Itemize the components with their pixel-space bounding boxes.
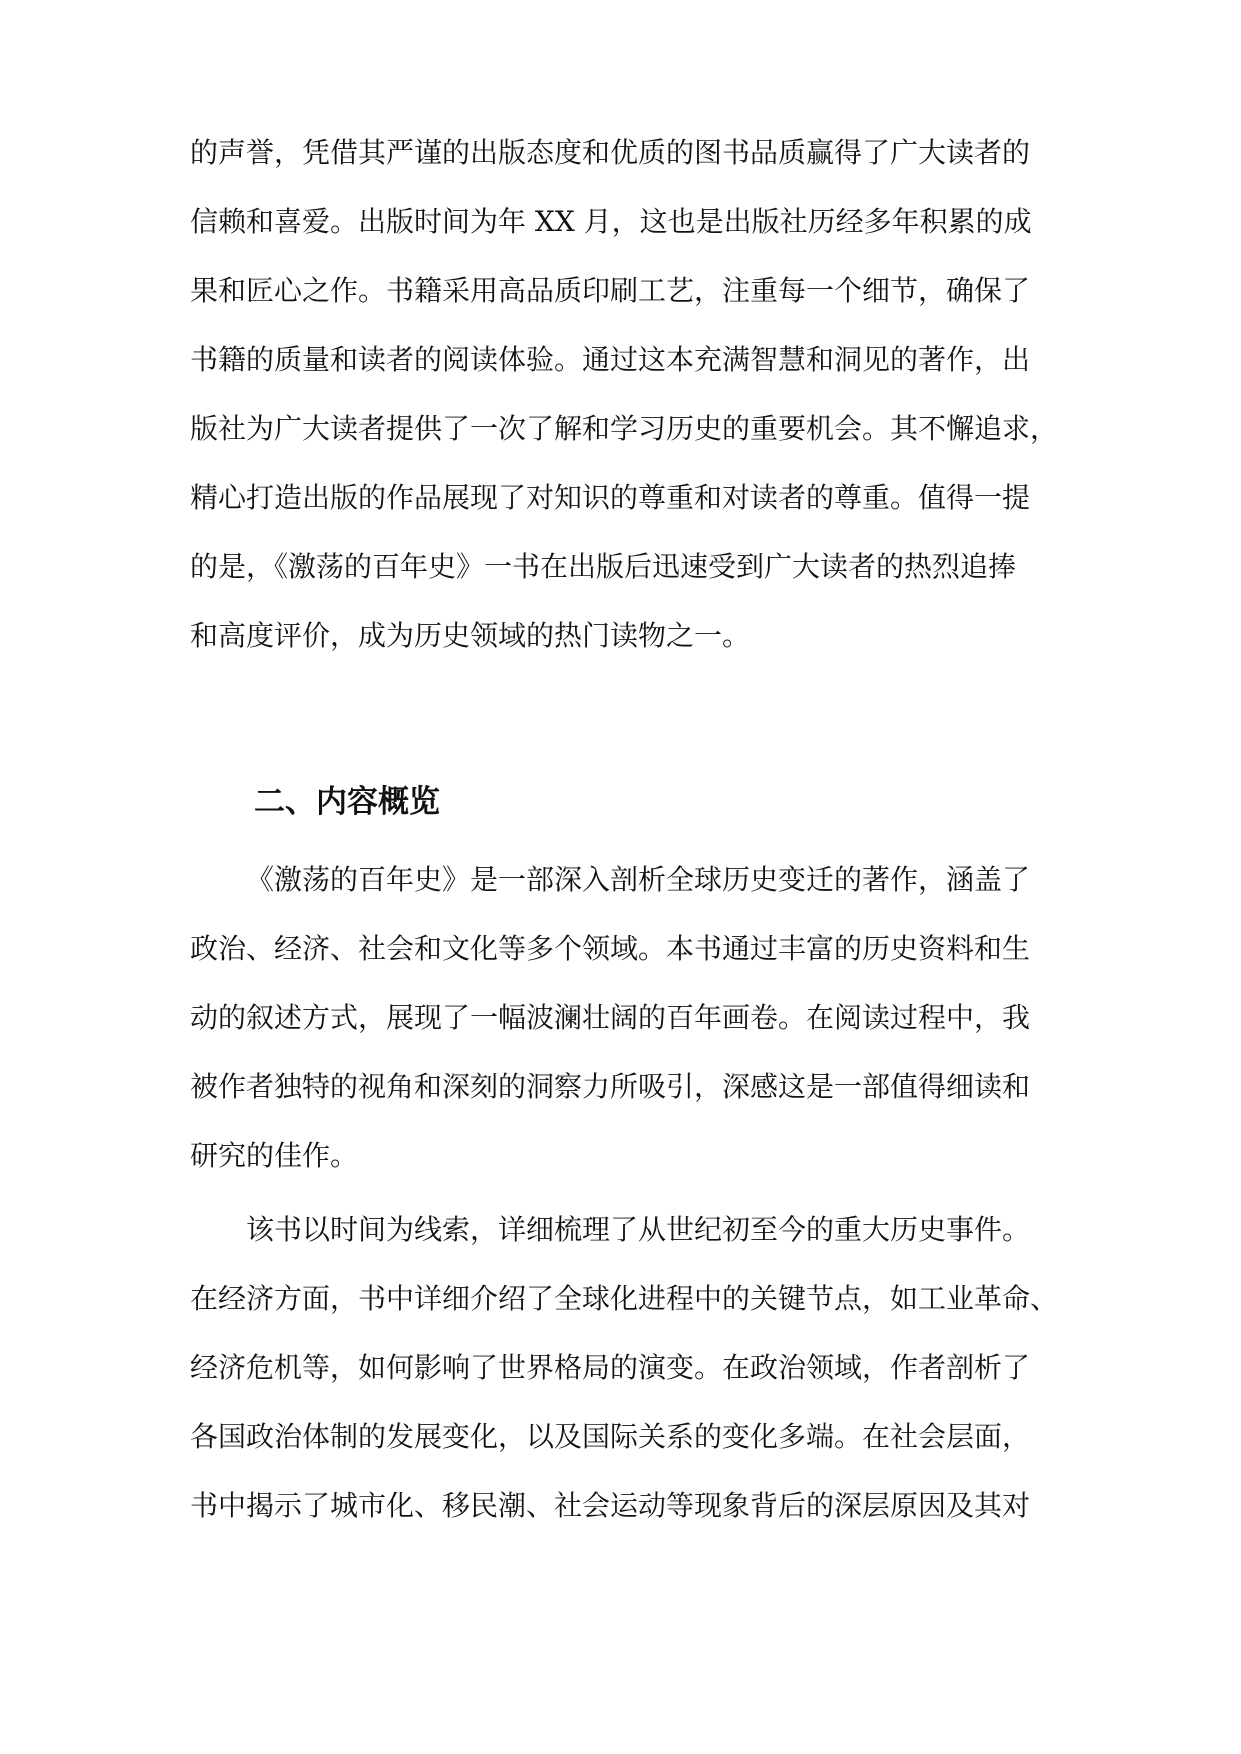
body-text-line: 精心打造出版的作品展现了对知识的尊重和对读者的尊重。值得一提 — [190, 481, 1031, 514]
body-text-line: 政治、经济、社会和文化等多个领域。本书通过丰富的历史资料和生 — [190, 932, 1031, 965]
body-text-line: 书中揭示了城市化、移民潮、社会运动等现象背后的深层原因及其对 — [190, 1489, 1031, 1522]
body-text-line: 和高度评价，成为历史领域的热门读物之一。 — [190, 619, 751, 652]
section-heading: 二、内容概览 — [254, 784, 440, 820]
body-text-line: 该书以时间为线索，详细梳理了从世纪初至今的重大历史事件。 — [246, 1213, 1031, 1246]
body-text-line: 各国政治体制的发展变化，以及国际关系的变化多端。在社会层面， — [190, 1420, 1031, 1453]
body-text-line: 的声誉，凭借其严谨的出版态度和优质的图书品质赢得了广大读者的 — [190, 136, 1031, 169]
body-text-line: 书籍的质量和读者的阅读体验。通过这本充满智慧和洞见的著作，出 — [190, 343, 1031, 376]
body-text-line: 版社为广大读者提供了一次了解和学习历史的重要机会。其不懈追求， — [190, 412, 1059, 445]
body-text-line: 研究的佳作。 — [190, 1139, 359, 1172]
body-text-line: 动的叙述方式，展现了一幅波澜壮阔的百年画卷。在阅读过程中，我 — [190, 1001, 1031, 1034]
body-text-line: 《激荡的百年史》是一部深入剖析全球历史变迁的著作，涵盖了 — [246, 863, 1031, 896]
body-text-line: 果和匠心之作。书籍采用高品质印刷工艺，注重每一个细节，确保了 — [190, 274, 1031, 307]
body-text-line: 被作者独特的视角和深刻的洞察力所吸引，深感这是一部值得细读和 — [190, 1070, 1031, 1103]
body-text-line: 的是，《激荡的百年史》一书在出版后迅速受到广大读者的热烈追捧 — [190, 550, 1017, 583]
body-text-line: 信赖和喜爱。出版时间为年 XX 月，这也是出版社历经多年积累的成 — [190, 205, 1032, 238]
body-text-line: 经济危机等，如何影响了世界格局的演变。在政治领域，作者剖析了 — [190, 1351, 1031, 1384]
body-text-line: 在经济方面，书中详细介绍了全球化进程中的关键节点，如工业革命、 — [190, 1282, 1059, 1315]
